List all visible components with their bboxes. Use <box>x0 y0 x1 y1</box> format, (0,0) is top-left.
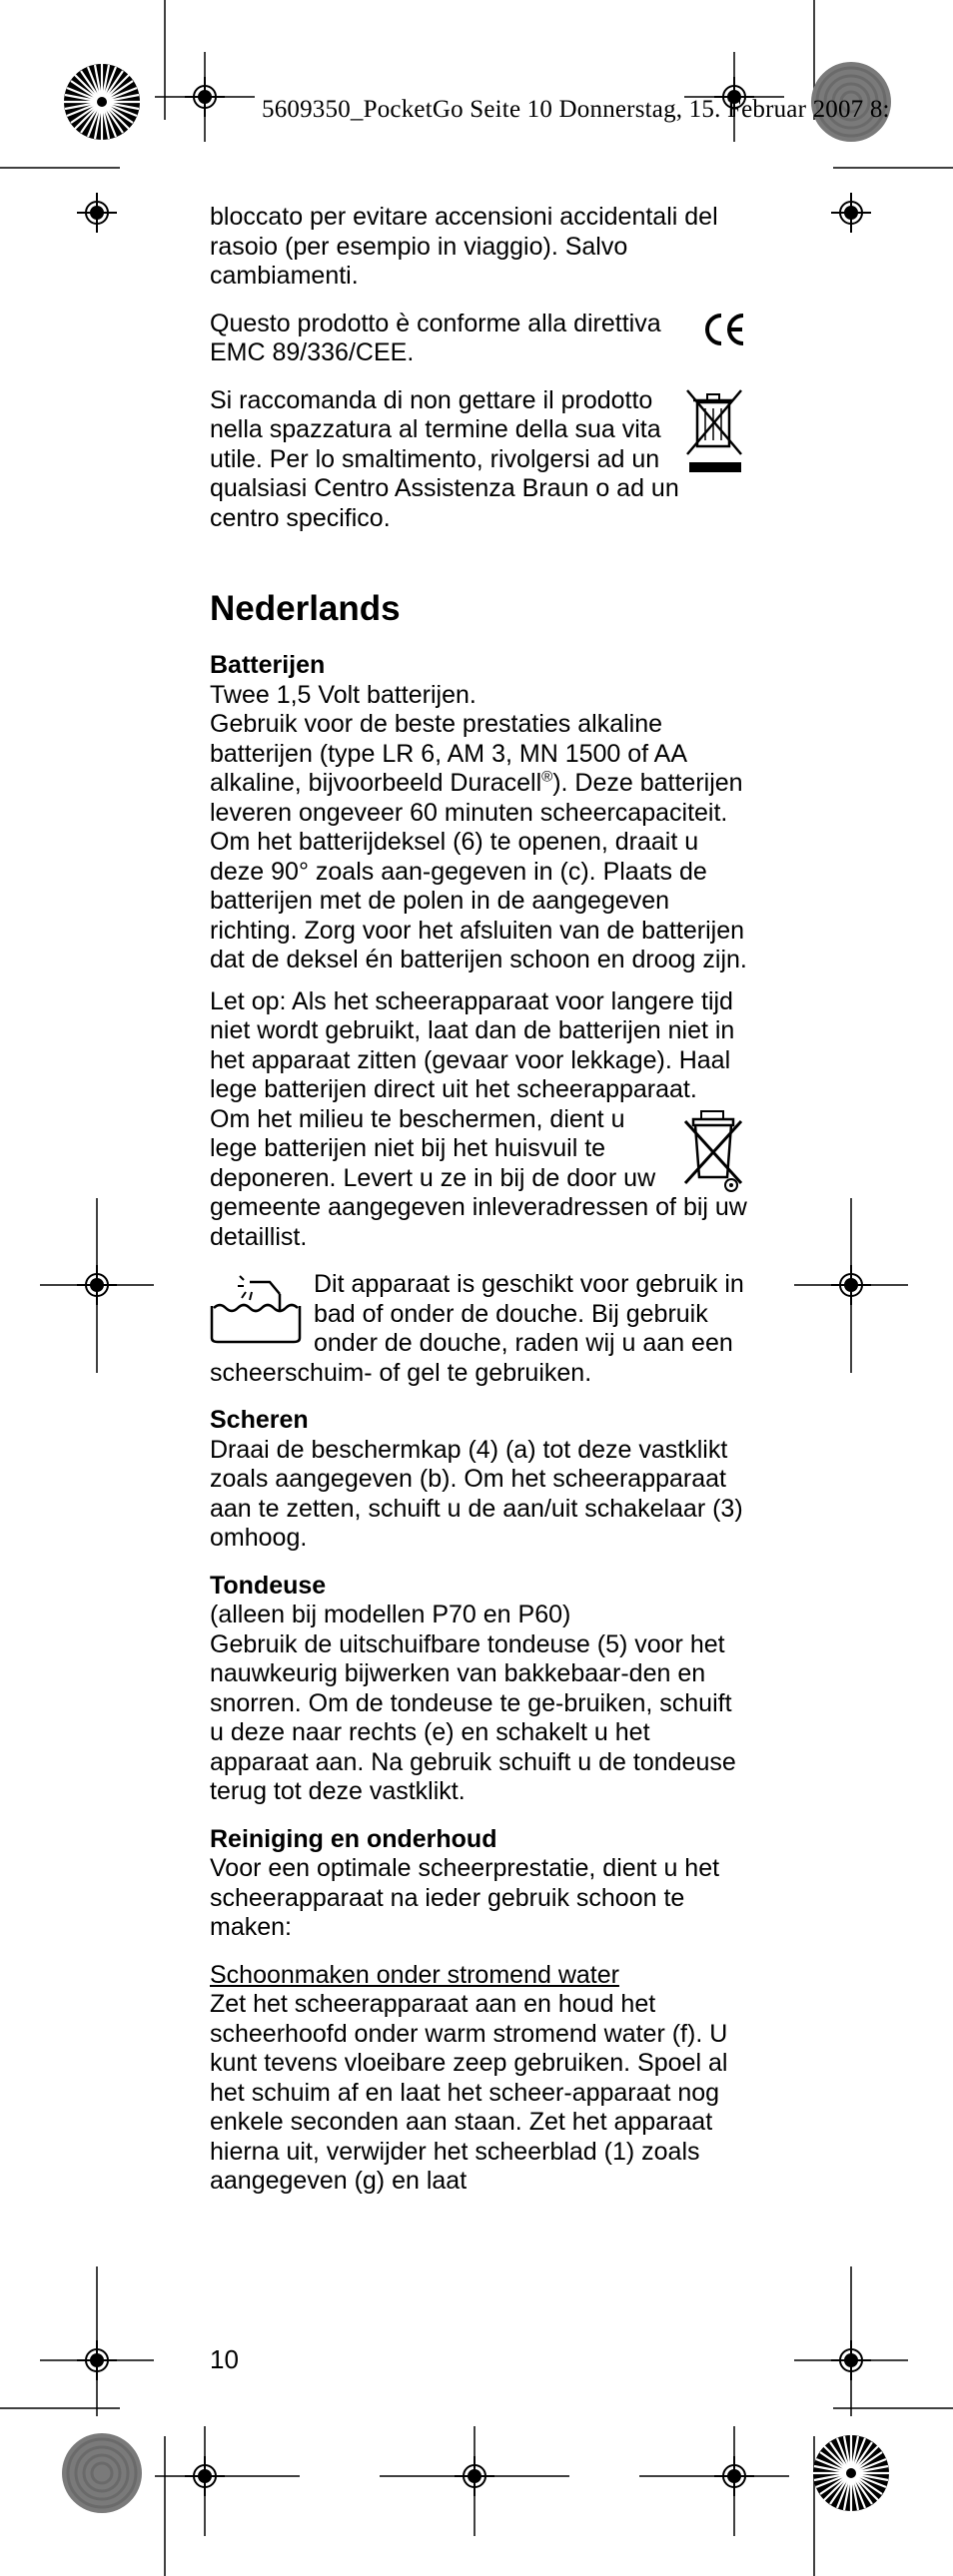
battery-note: Let op: Als het scheerapparaat voor langere tijd niet wordt gebruikt, laat dan de batterijen niet in het apparaat zitten (gevaar voor lekkage). Haal lege batterijen direct uit het scheerapparaat. <box>210 986 735 1103</box>
italian-weee-block <box>210 386 747 534</box>
batteries-line1: Twee 1,5 Volt batterijen. <box>210 680 476 709</box>
battery-disposal-icon <box>681 1107 747 1193</box>
registered-mark: ® <box>541 768 553 786</box>
shower-bath-icon <box>210 1272 304 1346</box>
environment-text: Om het milieu te beschermen, dient u lege batterijen niet bij het huisvuil te deponeren. Levert u ze in bij de door uw gemeente aangegeven inleveradressen of bij uw detaillist. <box>210 1104 747 1251</box>
cleaning-text2: Zet het scheerapparaat aan en houd het scheerhoofd onder warm stromend water (f). U kunt tevens vloeibare zeep gebruiken. Spoel al het schuim af en laat het scheer-apparaat nog enkele seconden aan staan. Zet het apparaat hierna uit, verwijder het scheerblad (1) zoals aangegeven (g) en laat <box>210 1990 728 2195</box>
cleaning-subtitle: Schoonmaken onder stromend water <box>210 1960 619 1989</box>
italian-paragraph-3: Si raccomanda di non gettare il prodotto nella spazzatura al termine della sua vita utile. Per lo smaltimento, rivolgersi ad un qualsiasi Centro Assistenza Braun o ad un centro specifico. <box>210 385 679 532</box>
trimmer-line1: (alleen bij modellen P70 en P60) <box>210 1601 571 1628</box>
trimmer-title: Tondeuse <box>210 1571 327 1600</box>
italian-paragraph-2: Questo prodotto è conforme alla direttiva EMC 89/336/CEE. <box>210 309 661 366</box>
bath-text: Dit apparaat is geschikt voor gebruik in bad of onder de douche. Bij gebruik onder de douche, raden wij u aan een scheerschuim- of gel te gebruiken. <box>210 1270 744 1387</box>
shaving-text: Draai de beschermkap (4) (a) tot deze vastklikt zoals aangegeven (b). Om het scheerapparaat aan te zetten, schuift u de aan/uit schakelaar (3) omhoog. <box>210 1435 743 1552</box>
batteries-text <box>210 710 747 975</box>
cleaning-title: Reiniging en onderhoud <box>210 1824 497 1853</box>
battery-disposal-block <box>210 1105 747 1253</box>
crossed-bin-icon <box>683 386 747 474</box>
bath-block <box>210 1270 747 1388</box>
batteries-text-b: ). Deze batterijen leveren ongeveer 60 minuten scheercapaciteit. Om het batterijdeksel (6) te openen, draait u deze 90° zoals aan-gegeven in (c). Plaats de batterijen met de polen in de aangegeven richting. Zorg voor het afsluiten van de batterijen dat de deksel én batterijen schoon en droog zijn. <box>210 769 747 973</box>
shaving-title: Scheren <box>210 1406 309 1434</box>
page-number: 10 <box>210 2344 239 2374</box>
print-slug: 5609350_PocketGo Seite 10 Donnerstag, 15. Februar 2007 8: <box>262 96 890 123</box>
cleaning-text: Voor een optimale scheerprestatie, dient u het scheerapparaat na ieder gebruik schoon te maken: <box>210 1854 720 1941</box>
manual-column <box>210 203 747 2197</box>
batteries-title: Batterijen <box>210 651 326 679</box>
italian-paragraph-1: bloccato per evitare accensioni accidentali del rasoio (per esempio in viaggio). Salvo cambiamenti. <box>210 203 718 290</box>
trimmer-text: Gebruik de uitschuifbare tondeuse (5) voor het nauwkeurig bijwerken van bakkebaar-den en snorren. Om de tondeuse te ge-bruiken, schuift u deze naar rechts (e) en schakelt u het apparaat aan. Na gebruik schuift u de tondeuse terug tot deze vastklikt. <box>210 1629 736 1805</box>
batteries-text-a: Gebruik voor de beste prestaties alkaline batterijen (type LR 6, AM 3, MN 1500 of AA alkaline, bijvoorbeeld Duracell <box>210 710 686 797</box>
ce-mark-icon <box>703 310 747 349</box>
italian-ce-block <box>210 310 747 368</box>
section-heading-nederlands: Nederlands <box>210 589 401 628</box>
